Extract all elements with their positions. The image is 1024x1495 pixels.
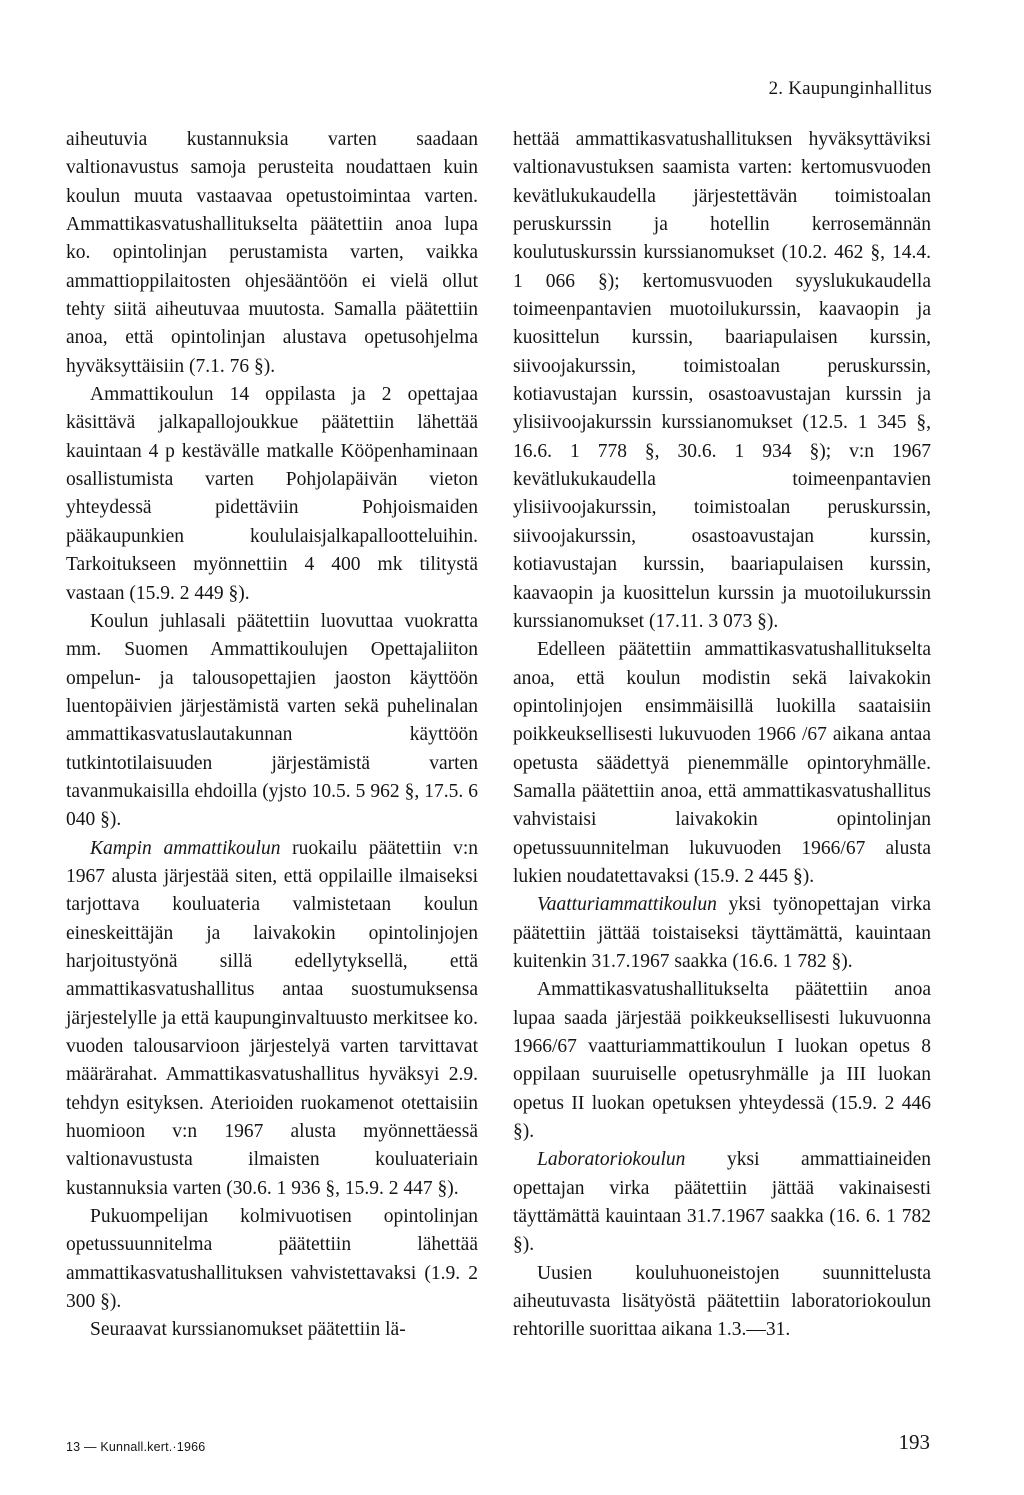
paragraph: Uusien kouluhuoneistojen suunnittelusta aiheutuvasta lisätyöstä päätettiin laboratoriokoulun rehtorille suorittaa aikana 1.3.—31.	[513, 1262, 931, 1341]
page-number: 193	[898, 1430, 930, 1454]
section-title: Kampin ammattikoulun	[90, 837, 281, 859]
paragraph: Seuraavat kurssianomukset päätettiin lä-	[90, 1319, 406, 1341]
paragraph: aiheutuvia kustannuksia varten saadaan valtionavustus samoja perusteita noudattaen kuin koulun muuta vastaavaa opetustoimintaa varten. Ammattikasvatushallitukselta päätettiin anoa lupa ko. opintolinjan perustamista varten, vaikka ammattioppilaitosten ohjesääntöön ei vielä ollut tehty siitä aiheutuvaa muutosta. Samalla päätettiin anoa, että opintolinjan alustava opetusohjelma hyväksyttäisiin (7.1. 76 §).	[66, 129, 478, 377]
section-title: Laboratoriokoulun	[537, 1149, 686, 1171]
paragraph	[513, 891, 931, 976]
paragraph-text: yksi ammattiaineiden opettajan virka päätettiin jättää vakinaisesti täyttämättä kauintaan 31.7.1967 saakka (16. 6. 1 782 §).	[513, 1149, 931, 1256]
paragraph: Pukuompelijan kolmivuotisen opintolinjan opetussuunnitelma päätettiin lähettää ammattikasvatushallituksen vahvistettavaksi (1.9. 2 300 §).	[66, 1206, 478, 1313]
right-column	[513, 126, 931, 1345]
paragraph: Koulun juhlasali päätettiin luovuttaa vuokratta mm. Suomen Ammattikoulujen Opettajaliiton ompelun- ja talousopettajien jaoston käyttöön luentopäivien järjestämistä varten sekä puhelinalan ammattikasvatuslautakunnan käyttöön tutkintotilaisuuden järjestämistä varten tavanmukaisilla ehdoilla (yjsto 10.5. 5 962 §, 17.5. 6 040 §).	[66, 610, 478, 831]
paragraph-text: ruokailu päätettiin v:n 1967 alusta järjestää siten, että oppilaille ilmaiseksi tarjottava kouluateria valmistetaan koulun eineskeittäjän ja laivakokin opintolinjojen harjoitustyönä sillä edellytyksellä, että ammattikasvatushallitus antaa suostumuksensa järjestelylle ja että kaupunginvaltuusto merkitsee ko. vuoden talousarvioon järjestelyä varten tarvittavat määrärahat. Ammattikasvatushallitus hyväksyi 2.9. tehdyn esityksen. Aterioiden ruokamenot otettaisiin huomioon v:n 1967 alusta myönnettäessä valtionavustusta ilmaisten kouluateriain kustannuksia varten (30.6. 1 936 §, 15.9. 2 447 §).	[66, 837, 478, 1199]
paragraph	[66, 835, 478, 1203]
paragraph: hettää ammattikasvatushallituksen hyväksyttäviksi valtionavustuksen saamista varten: kertomusvuoden kevätlukukaudella järjestettävän toimistoalan peruskurssin ja hotellin kerrosemännän koulutuskurssin kurssianomukset (10.2. 462 §, 14.4. 1 066 §); kertomusvuoden syyslukukaudella toimeenpantavien muotoilukurssin, kaavaopin ja kuosittelun kurssin, baariapulaisen kurssin, siivoojakurssin, toimistoalan peruskurssin, kotiavustajan kurssin, osastoavustajan kurssin ja ylisiivoojakurssin kurssianomukset (12.5. 1 345 §, 16.6. 1 778 §, 30.6. 1 934 §); v:n 1967 kevätlukukaudella toimeenpantavien ylisiivoojakurssin, toimistoalan peruskurssin, siivoojakurssin, osastoavustajan kurssin, kotiavustajan kurssin, baariapulaisen kurssin, kaavaopin ja kuosittelun kurssin ja muotoilukurssin kurssianomukset (17.11. 3 073 §).	[513, 129, 931, 632]
running-title: 2. Kaupunginhallitus	[768, 78, 932, 99]
paragraph: Ammattikasvatushallitukselta päätettiin anoa lupaa saada järjestää poikkeuksellisesti lukuvuonna 1966/67 vaatturiammattikoulun I luokan opetus 8 oppilaan suuruiselle opetusryhmälle ja III luokan opetus II luokan opetuksen yhteydessä (15.9. 2 446 §).	[513, 979, 931, 1143]
paragraph: Edelleen päätettiin ammattikasvatushallitukselta anoa, että koulun modistin sekä laivakokin opintolinjojen ensimmäisillä luokilla saataisiin poikkeuksellisesti lukuvuoden 1966 /67 aikana antaa opetusta säädettyä pienemmälle opintoryhmälle. Samalla päätettiin anoa, että ammattikasvatushallitus vahvistaisi laivakokin opintolinjan opetussuunnitelman lukuvuoden 1966/67 alusta lukien noudatettavaksi (15.9. 2 445 §).	[513, 639, 931, 887]
section-title: Vaatturiammattikoulun	[537, 894, 717, 916]
footer-signature: 13 — Kunnall.kert.·1966	[66, 1440, 206, 1454]
paragraph-text: yksi työnopettajan virka päätettiin jättää toistaiseksi täyttämättä, kauintaan kuitenkin 31.7.1967 saakka (16.6. 1 782 §).	[513, 894, 931, 972]
left-column	[66, 126, 478, 1345]
paragraph	[513, 1146, 931, 1259]
paragraph: Ammattikoulun 14 oppilasta ja 2 opettajaa käsittävä jalkapallojoukkue päätettiin lähettää kauintaan 4 p kestävälle matkalle Kööpenhaminaan osallistumista varten Pohjolapäivän vieton yhteydessä pidettäviin Pohjoismaiden pääkaupunkien koululaisjalkapallootteluihin. Tarkoitukseen myönnettiin 4 400 mk tilitystä vastaan (15.9. 2 449 §).	[66, 384, 478, 604]
